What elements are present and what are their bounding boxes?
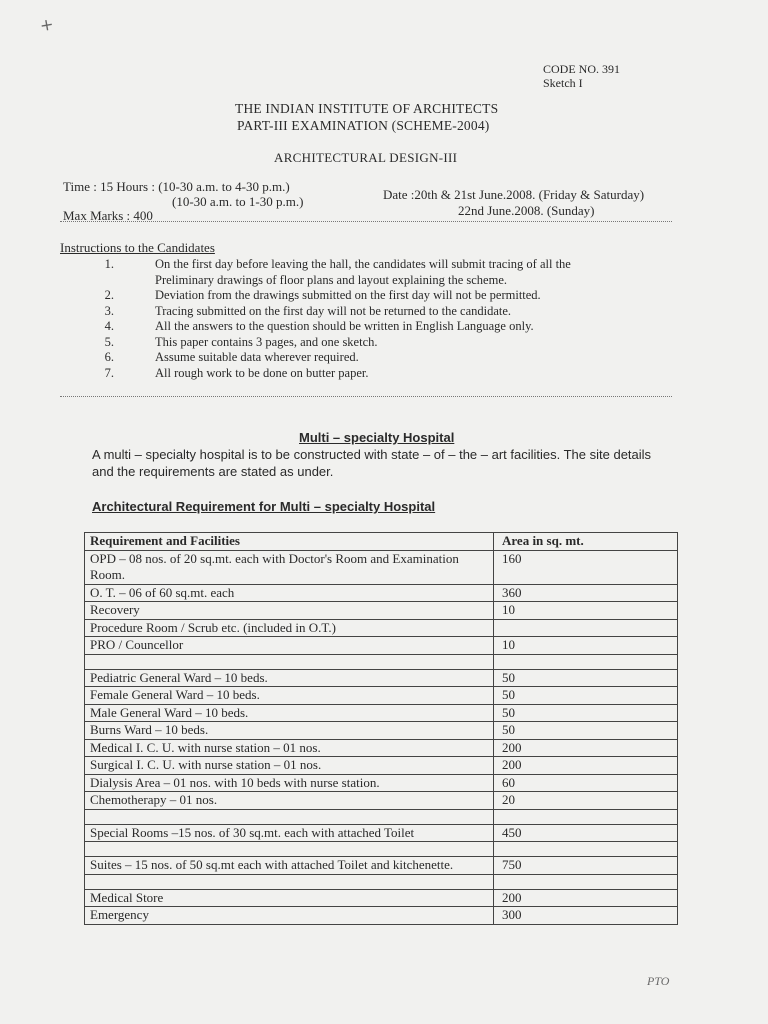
instruction-text: This paper contains 3 pages, and one sketch. <box>155 334 378 349</box>
table-row <box>85 774 678 792</box>
area-cell: 10 <box>494 637 678 655</box>
time-line-1: Time : 15 Hours : (10-30 a.m. to 4-30 p.m.) <box>63 179 290 194</box>
pen-mark: ✕ <box>36 16 55 37</box>
instruction-item <box>60 319 571 335</box>
area-cell: 750 <box>494 857 678 875</box>
divider-top <box>60 221 672 222</box>
instruction-number: 4. <box>104 319 114 333</box>
table-row <box>85 619 678 637</box>
area-cell: 360 <box>494 584 678 602</box>
requirement-cell <box>85 874 494 889</box>
instruction-text: Assume suitable data wherever required. <box>155 350 359 364</box>
instruction-item <box>60 350 571 366</box>
table-row <box>85 792 678 810</box>
area-cell: 20 <box>494 792 678 810</box>
area-cell: 50 <box>494 722 678 740</box>
time-line-2: (10-30 a.m. to 1-30 p.m.) <box>172 194 304 209</box>
table-row <box>85 757 678 775</box>
instruction-item <box>60 366 571 382</box>
instruction-text: Preliminary drawings of floor plans and layout explaining the scheme. <box>155 272 507 287</box>
area-cell <box>494 842 678 857</box>
table-row <box>85 722 678 740</box>
table-row <box>85 654 678 669</box>
requirement-cell: Surgical I. C. U. with nurse station – 01 nos. <box>85 757 494 775</box>
area-cell: 160 <box>494 550 678 584</box>
instruction-number: 5. <box>104 334 114 349</box>
requirement-cell <box>85 809 494 824</box>
requirement-cell: Female General Ward – 10 beds. <box>85 687 494 705</box>
table-row <box>85 584 678 602</box>
instruction-number: 1. <box>104 257 114 271</box>
table-row <box>85 739 678 757</box>
area-cell: 300 <box>494 907 678 925</box>
date-line-1: Date :20th & 21st June.2008. (Friday & Saturday) <box>383 187 645 202</box>
requirement-cell: Procedure Room / Scrub etc. (included in O.T.) <box>85 619 494 637</box>
table-row <box>85 602 678 620</box>
institute-title: THE INDIAN INSTITUTE OF ARCHITECTS <box>235 101 499 116</box>
table-row <box>85 809 678 824</box>
instruction-item <box>60 273 571 289</box>
requirement-cell: Medical Store <box>85 889 494 907</box>
area-cell <box>494 809 678 824</box>
table-row <box>85 889 678 907</box>
code-number-block <box>543 62 620 90</box>
instruction-text: On the first day before leaving the hall, the candidates will submit tracing of all the <box>155 257 571 271</box>
requirement-cell: Recovery <box>85 602 494 620</box>
instruction-number: 2. <box>104 288 114 302</box>
requirement-cell: Special Rooms –15 nos. of 30 sq.mt. each with attached Toilet <box>85 824 494 842</box>
requirement-cell: Chemotherapy – 01 nos. <box>85 792 494 810</box>
table-row <box>85 857 678 875</box>
table-row <box>85 842 678 857</box>
requirement-cell: O. T. – 06 of 60 sq.mt. each <box>85 584 494 602</box>
requirement-cell: Male General Ward – 10 beds. <box>85 704 494 722</box>
instruction-number: 3. <box>104 303 114 318</box>
instruction-text: All rough work to be done on butter paper. <box>155 365 369 380</box>
instruction-text: All the answers to the question should be written in English Language only. <box>155 319 534 333</box>
requirement-cell: OPD – 08 nos. of 20 sq.mt. each with Doctor's Room and Examination Room. <box>85 550 494 584</box>
date-line-2: 22nd June.2008. (Sunday) <box>458 203 595 218</box>
instructions-list <box>60 257 571 381</box>
table-row <box>85 874 678 889</box>
instruction-number <box>60 273 155 289</box>
area-cell: 200 <box>494 889 678 907</box>
table-heading: Architectural Requirement for Multi – specialty Hospital <box>92 499 436 514</box>
table-row <box>85 687 678 705</box>
area-cell: 450 <box>494 824 678 842</box>
max-marks: Max Marks : 400 <box>63 208 153 223</box>
table-row <box>85 824 678 842</box>
divider-bottom <box>60 396 672 397</box>
requirement-cell: Emergency <box>85 907 494 925</box>
instruction-text: Tracing submitted on the first day will not be returned to the candidate. <box>155 303 512 318</box>
area-cell: 200 <box>494 757 678 775</box>
instruction-number: 6. <box>104 350 114 364</box>
instruction-item <box>60 304 571 320</box>
section-title: Multi – specialty Hospital <box>299 430 455 445</box>
table-row <box>85 637 678 655</box>
header-area: Area in sq. mt. <box>494 533 678 551</box>
requirement-cell: Pediatric General Ward – 10 beds. <box>85 669 494 687</box>
code-number: CODE NO. 391 <box>543 62 620 76</box>
area-cell: 10 <box>494 602 678 620</box>
area-cell: 50 <box>494 704 678 722</box>
area-cell <box>494 619 678 637</box>
instruction-text: Deviation from the drawings submitted on the first day will not be permitted. <box>155 288 541 302</box>
requirements-table <box>84 532 678 925</box>
section-intro: A multi – specialty hospital is to be constructed with state – of – the – art facilities. The site details and the requirements are stated as under. <box>92 447 652 479</box>
area-cell: 50 <box>494 687 678 705</box>
area-cell <box>494 874 678 889</box>
instruction-item <box>60 335 571 351</box>
instruction-number: 7. <box>104 365 114 380</box>
area-cell: 200 <box>494 739 678 757</box>
table-row <box>85 669 678 687</box>
requirement-cell: Suites – 15 nos. of 50 sq.mt each with attached Toilet and kitchenette. <box>85 857 494 875</box>
instruction-item <box>60 257 571 273</box>
instructions-heading: Instructions to the Candidates <box>60 240 215 255</box>
instruction-item <box>60 288 571 304</box>
subject-title: ARCHITECTURAL DESIGN-III <box>274 150 458 165</box>
table-row <box>85 907 678 925</box>
table-row <box>85 550 678 584</box>
requirement-cell: PRO / Councellor <box>85 637 494 655</box>
requirement-cell: Dialysis Area – 01 nos. with 10 beds with nurse station. <box>85 774 494 792</box>
requirement-cell <box>85 654 494 669</box>
requirement-cell: Medical I. C. U. with nurse station – 01 nos. <box>85 739 494 757</box>
area-cell: 50 <box>494 669 678 687</box>
table-row <box>85 704 678 722</box>
requirement-cell <box>85 842 494 857</box>
exam-title: PART-III EXAMINATION (SCHEME-2004) <box>237 118 490 133</box>
table-header-row <box>85 533 678 551</box>
area-cell: 60 <box>494 774 678 792</box>
sketch-label: Sketch I <box>543 76 583 90</box>
pto-note: PTO <box>647 974 670 988</box>
header-requirement: Requirement and Facilities <box>85 533 494 551</box>
area-cell <box>494 654 678 669</box>
requirement-cell: Burns Ward – 10 beds. <box>85 722 494 740</box>
